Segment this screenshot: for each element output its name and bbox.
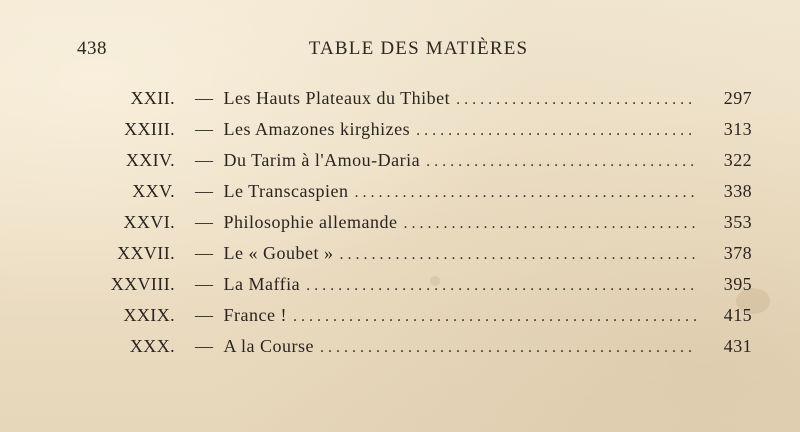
chapter-title-line bbox=[185, 333, 320, 359]
chapter-title-line bbox=[185, 302, 293, 328]
toc-entry-main bbox=[185, 333, 697, 361]
toc-entry bbox=[0, 302, 800, 333]
chapter-title: Du Tarim à l'Amou-Daria bbox=[223, 150, 421, 170]
toc-entry bbox=[0, 147, 800, 178]
chapter-page: 431 bbox=[723, 336, 752, 356]
chapter-title: Le « Goubet » bbox=[223, 243, 334, 263]
toc-entry-main bbox=[185, 178, 697, 206]
em-dash: — bbox=[195, 119, 214, 139]
chapter-number: XXVI. bbox=[123, 212, 175, 232]
chapter-title: La Maffia bbox=[223, 274, 301, 294]
toc-entry bbox=[0, 116, 800, 147]
em-dash: — bbox=[195, 274, 214, 294]
chapter-page: 322 bbox=[723, 150, 752, 170]
toc-entry bbox=[0, 240, 800, 271]
chapter-number: XXV. bbox=[132, 181, 175, 201]
chapter-number: XXVII. bbox=[117, 243, 175, 263]
chapter-title-line bbox=[185, 85, 456, 111]
toc-entry bbox=[0, 333, 800, 364]
toc-entry bbox=[0, 271, 800, 302]
toc-entry-main bbox=[185, 147, 697, 175]
table-of-contents bbox=[0, 85, 800, 364]
chapter-page: 378 bbox=[723, 243, 752, 263]
chapter-title-line bbox=[185, 271, 306, 297]
chapter-number: XXX. bbox=[129, 336, 175, 356]
toc-entry-main bbox=[185, 85, 697, 113]
toc-entry-main bbox=[185, 302, 697, 330]
dot-leader bbox=[306, 273, 697, 299]
page-header bbox=[77, 38, 740, 64]
chapter-page: 313 bbox=[723, 119, 752, 139]
dot-leader bbox=[320, 335, 697, 361]
chapter-title: Philosophie allemande bbox=[223, 212, 398, 232]
em-dash: — bbox=[195, 181, 214, 201]
toc-entry bbox=[0, 178, 800, 209]
em-dash: — bbox=[195, 88, 214, 108]
dot-leader bbox=[456, 87, 697, 113]
chapter-number: XXIX. bbox=[123, 305, 175, 325]
em-dash: — bbox=[195, 150, 214, 170]
toc-entry-main bbox=[185, 209, 697, 237]
chapter-title-line bbox=[185, 116, 416, 142]
chapter-page: 338 bbox=[723, 181, 752, 201]
chapter-number: XXIII. bbox=[124, 119, 175, 139]
chapter-number: XXVIII. bbox=[110, 274, 175, 294]
chapter-title-line bbox=[185, 209, 403, 235]
dot-leader bbox=[354, 180, 697, 206]
chapter-title-line bbox=[185, 147, 426, 173]
toc-entry-main bbox=[185, 271, 697, 299]
chapter-number: XXII. bbox=[130, 88, 175, 108]
chapter-page: 415 bbox=[723, 305, 752, 325]
dot-leader bbox=[339, 242, 697, 268]
chapter-page: 353 bbox=[723, 212, 752, 232]
toc-entry-main bbox=[185, 240, 697, 268]
chapter-title: France ! bbox=[223, 305, 287, 325]
toc-entry bbox=[0, 85, 800, 116]
chapter-title-line bbox=[185, 240, 339, 266]
toc-entry-main bbox=[185, 116, 697, 144]
chapter-title-line bbox=[185, 178, 354, 204]
chapter-title: Le Transcaspien bbox=[223, 181, 349, 201]
chapter-page: 297 bbox=[723, 88, 752, 108]
em-dash: — bbox=[195, 305, 214, 325]
page-number: 438 bbox=[77, 38, 107, 59]
em-dash: — bbox=[195, 243, 214, 263]
em-dash: — bbox=[195, 212, 214, 232]
dot-leader bbox=[416, 118, 697, 144]
chapter-title: Les Amazones kirghizes bbox=[223, 119, 411, 139]
running-title: TABLE DES MATIÈRES bbox=[308, 38, 529, 59]
toc-entry bbox=[0, 209, 800, 240]
dot-leader bbox=[403, 211, 697, 237]
em-dash: — bbox=[195, 336, 214, 356]
dot-leader bbox=[293, 304, 697, 330]
chapter-title: Les Hauts Plateaux du Thibet bbox=[223, 88, 451, 108]
chapter-number: XXIV. bbox=[125, 150, 175, 170]
chapter-title: A la Course bbox=[223, 336, 314, 356]
chapter-page: 395 bbox=[723, 274, 752, 294]
dot-leader bbox=[426, 149, 697, 175]
